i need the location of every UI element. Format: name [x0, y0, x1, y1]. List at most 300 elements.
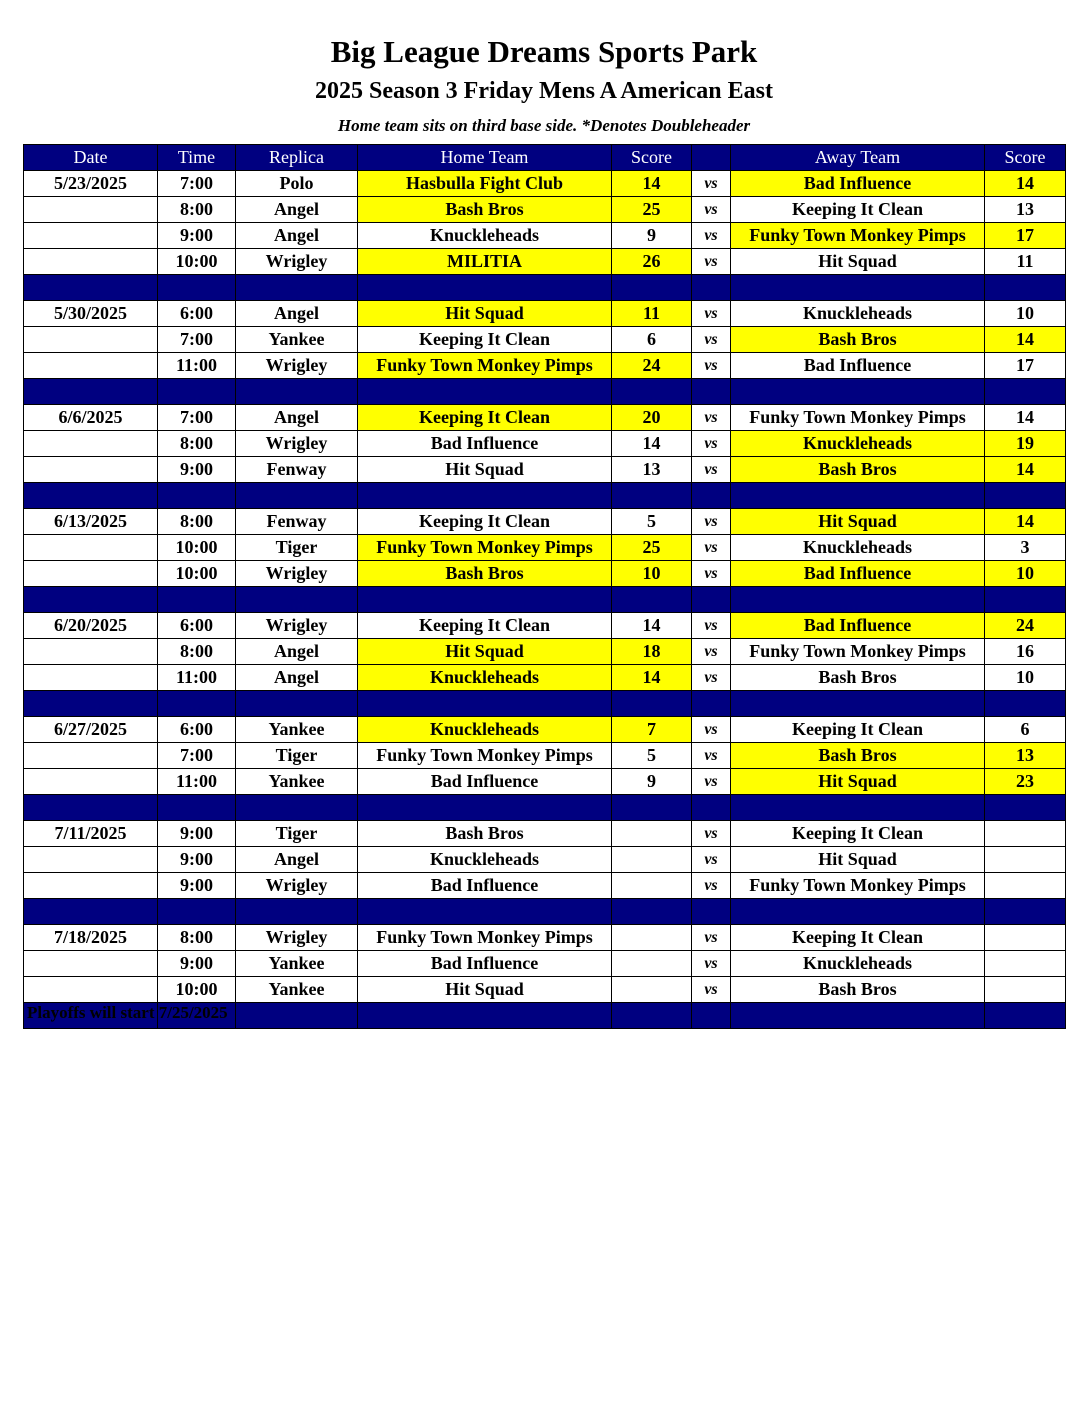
home-score-cell	[612, 925, 692, 951]
away-team-cell: Keeping It Clean	[731, 821, 985, 847]
home-team-cell: Hit Squad	[358, 457, 612, 483]
date-cell: 5/23/2025	[24, 171, 158, 197]
vs-label: vs	[692, 665, 731, 691]
home-score-cell: 9	[612, 223, 692, 249]
home-score-cell: 6	[612, 327, 692, 353]
game-row	[24, 197, 1066, 223]
replica-cell: Wrigley	[236, 249, 358, 275]
time-cell: 6:00	[158, 613, 236, 639]
schedule-table	[23, 144, 1066, 1029]
separator-row	[24, 483, 1066, 509]
game-row	[24, 639, 1066, 665]
separator-cell	[24, 795, 158, 821]
vs-label: vs	[692, 353, 731, 379]
game-row	[24, 821, 1066, 847]
replica-cell: Tiger	[236, 821, 358, 847]
separator-cell	[692, 691, 731, 717]
home-score-cell	[612, 847, 692, 873]
date-cell	[24, 847, 158, 873]
away-team-cell: Keeping It Clean	[731, 925, 985, 951]
time-cell: 9:00	[158, 847, 236, 873]
vs-label: vs	[692, 613, 731, 639]
vs-label: vs	[692, 925, 731, 951]
game-row	[24, 327, 1066, 353]
game-row	[24, 847, 1066, 873]
home-score-cell: 20	[612, 405, 692, 431]
game-row	[24, 353, 1066, 379]
away-team-cell: Hit Squad	[731, 509, 985, 535]
separator-cell	[612, 795, 692, 821]
replica-cell: Fenway	[236, 509, 358, 535]
date-cell	[24, 327, 158, 353]
home-score-cell: 7	[612, 717, 692, 743]
home-team-cell: Knuckleheads	[358, 665, 612, 691]
separator-cell	[236, 379, 358, 405]
away-team-cell: Keeping It Clean	[731, 717, 985, 743]
time-cell: 7:00	[158, 171, 236, 197]
col-header-date: Date	[24, 145, 158, 171]
vs-label: vs	[692, 639, 731, 665]
replica-cell: Wrigley	[236, 925, 358, 951]
replica-cell: Wrigley	[236, 561, 358, 587]
date-cell	[24, 639, 158, 665]
time-cell: 9:00	[158, 821, 236, 847]
home-score-cell: 26	[612, 249, 692, 275]
separator-cell	[24, 899, 158, 925]
away-score-cell: 17	[985, 353, 1066, 379]
vs-label: vs	[692, 327, 731, 353]
time-cell: 8:00	[158, 925, 236, 951]
away-score-cell: 10	[985, 561, 1066, 587]
vs-label: vs	[692, 717, 731, 743]
away-team-cell: Knuckleheads	[731, 431, 985, 457]
away-team-cell: Bash Bros	[731, 457, 985, 483]
replica-cell: Angel	[236, 197, 358, 223]
replica-cell: Angel	[236, 639, 358, 665]
game-row	[24, 405, 1066, 431]
away-team-cell: Funky Town Monkey Pimps	[731, 639, 985, 665]
away-score-cell: 6	[985, 717, 1066, 743]
away-score-cell	[985, 977, 1066, 1003]
replica-cell: Wrigley	[236, 613, 358, 639]
away-team-cell: Hit Squad	[731, 249, 985, 275]
home-team-cell: Bash Bros	[358, 561, 612, 587]
separator-cell	[236, 691, 358, 717]
replica-cell: Yankee	[236, 769, 358, 795]
time-cell: 8:00	[158, 197, 236, 223]
vs-label: vs	[692, 769, 731, 795]
home-team-cell: Knuckleheads	[358, 223, 612, 249]
time-cell: 11:00	[158, 353, 236, 379]
game-row	[24, 925, 1066, 951]
home-score-cell: 18	[612, 639, 692, 665]
away-team-cell: Bad Influence	[731, 353, 985, 379]
replica-cell: Fenway	[236, 457, 358, 483]
away-team-cell: Knuckleheads	[731, 951, 985, 977]
vs-label: vs	[692, 457, 731, 483]
time-cell: 6:00	[158, 717, 236, 743]
home-team-cell: Knuckleheads	[358, 847, 612, 873]
away-score-cell: 10	[985, 665, 1066, 691]
separator-cell	[358, 587, 612, 613]
time-cell: 8:00	[158, 431, 236, 457]
home-score-cell: 5	[612, 509, 692, 535]
replica-cell: Angel	[236, 665, 358, 691]
replica-cell: Angel	[236, 301, 358, 327]
game-row	[24, 431, 1066, 457]
separator-cell	[612, 1003, 692, 1029]
separator-cell	[985, 587, 1066, 613]
vs-label: vs	[692, 743, 731, 769]
separator-cell	[358, 795, 612, 821]
vs-label: vs	[692, 431, 731, 457]
date-cell	[24, 223, 158, 249]
away-team-cell: Bash Bros	[731, 665, 985, 691]
separator-cell	[358, 691, 612, 717]
separator-cell	[985, 691, 1066, 717]
away-team-cell: Hit Squad	[731, 847, 985, 873]
separator-cell	[731, 691, 985, 717]
separator-cell	[692, 795, 731, 821]
away-score-cell	[985, 951, 1066, 977]
date-cell	[24, 561, 158, 587]
separator-row	[24, 795, 1066, 821]
date-cell	[24, 873, 158, 899]
replica-cell: Yankee	[236, 951, 358, 977]
away-score-cell	[985, 821, 1066, 847]
date-cell	[24, 743, 158, 769]
date-cell: 7/18/2025	[24, 925, 158, 951]
separator-cell	[358, 1003, 612, 1029]
separator-cell	[612, 587, 692, 613]
home-score-cell	[612, 951, 692, 977]
home-score-cell: 14	[612, 171, 692, 197]
separator-cell	[692, 1003, 731, 1029]
game-row	[24, 561, 1066, 587]
home-score-cell: 14	[612, 431, 692, 457]
vs-label: vs	[692, 249, 731, 275]
vs-label: vs	[692, 873, 731, 899]
home-team-cell: Keeping It Clean	[358, 509, 612, 535]
away-score-cell: 14	[985, 327, 1066, 353]
separator-cell	[612, 275, 692, 301]
away-team-cell: Keeping It Clean	[731, 197, 985, 223]
date-cell	[24, 535, 158, 561]
home-score-cell	[612, 821, 692, 847]
home-team-cell: Bad Influence	[358, 951, 612, 977]
game-row	[24, 301, 1066, 327]
col-header-away-score: Score	[985, 145, 1066, 171]
replica-cell: Yankee	[236, 717, 358, 743]
home-score-cell: 14	[612, 613, 692, 639]
time-cell: 9:00	[158, 457, 236, 483]
separator-cell	[731, 1003, 985, 1029]
time-cell: 10:00	[158, 535, 236, 561]
replica-cell: Tiger	[236, 743, 358, 769]
away-score-cell: 13	[985, 197, 1066, 223]
playoffs-note: Playoffs will start 7/25/2025	[27, 1003, 228, 1022]
away-score-cell: 24	[985, 613, 1066, 639]
separator-cell	[358, 483, 612, 509]
separator-cell	[612, 691, 692, 717]
schedule-note: Home team sits on third base side. *Denotes Doubleheader	[337, 116, 751, 135]
separator-cell	[358, 899, 612, 925]
time-cell: 6:00	[158, 301, 236, 327]
separator-row	[24, 587, 1066, 613]
away-score-cell: 19	[985, 431, 1066, 457]
home-team-cell: Knuckleheads	[358, 717, 612, 743]
replica-cell: Wrigley	[236, 431, 358, 457]
game-row	[24, 743, 1066, 769]
separator-cell	[985, 1003, 1066, 1029]
separator-row	[24, 899, 1066, 925]
time-cell: 9:00	[158, 951, 236, 977]
time-cell: 11:00	[158, 769, 236, 795]
time-cell: 9:00	[158, 873, 236, 899]
home-score-cell: 5	[612, 743, 692, 769]
col-header-vs	[692, 145, 731, 171]
date-cell: 5/30/2025	[24, 301, 158, 327]
home-team-cell: Hit Squad	[358, 301, 612, 327]
game-row	[24, 951, 1066, 977]
separator-cell	[236, 587, 358, 613]
vs-label: vs	[692, 223, 731, 249]
replica-cell: Angel	[236, 405, 358, 431]
date-cell	[24, 197, 158, 223]
away-team-cell: Bad Influence	[731, 561, 985, 587]
col-header-away-team: Away Team	[731, 145, 985, 171]
separator-cell	[24, 587, 158, 613]
separator-cell	[731, 379, 985, 405]
separator-cell	[985, 275, 1066, 301]
home-team-cell: Hasbulla Fight Club	[358, 171, 612, 197]
time-cell: 7:00	[158, 327, 236, 353]
separator-row	[24, 275, 1066, 301]
home-team-cell: Bad Influence	[358, 873, 612, 899]
date-cell	[24, 977, 158, 1003]
game-row	[24, 249, 1066, 275]
schedule-body	[24, 171, 1066, 1029]
home-team-cell: Hit Squad	[358, 977, 612, 1003]
game-row	[24, 665, 1066, 691]
date-cell: 6/27/2025	[24, 717, 158, 743]
separator-cell	[358, 379, 612, 405]
separator-cell	[731, 899, 985, 925]
separator-cell	[24, 691, 158, 717]
separator-cell	[158, 691, 236, 717]
game-row	[24, 873, 1066, 899]
replica-cell: Yankee	[236, 327, 358, 353]
col-header-home-team: Home Team	[358, 145, 612, 171]
away-score-cell	[985, 873, 1066, 899]
date-cell	[24, 457, 158, 483]
away-team-cell: Bad Influence	[731, 613, 985, 639]
away-team-cell: Funky Town Monkey Pimps	[731, 223, 985, 249]
separator-cell	[24, 483, 158, 509]
separator-cell	[731, 483, 985, 509]
time-cell: 8:00	[158, 639, 236, 665]
home-score-cell: 24	[612, 353, 692, 379]
vs-label: vs	[692, 847, 731, 873]
separator-cell	[158, 795, 236, 821]
separator-cell	[24, 275, 158, 301]
time-cell: 8:00	[158, 509, 236, 535]
home-score-cell: 9	[612, 769, 692, 795]
separator-cell	[692, 275, 731, 301]
date-cell	[24, 951, 158, 977]
game-row	[24, 457, 1066, 483]
game-row	[24, 613, 1066, 639]
away-team-cell: Bad Influence	[731, 171, 985, 197]
separator-cell	[731, 587, 985, 613]
replica-cell: Wrigley	[236, 873, 358, 899]
replica-cell: Angel	[236, 223, 358, 249]
separator-cell	[158, 587, 236, 613]
date-cell	[24, 769, 158, 795]
replica-cell: Wrigley	[236, 353, 358, 379]
game-row	[24, 977, 1066, 1003]
time-cell: 7:00	[158, 743, 236, 769]
home-team-cell: Bash Bros	[358, 821, 612, 847]
home-team-cell: Keeping It Clean	[358, 327, 612, 353]
date-cell: 6/20/2025	[24, 613, 158, 639]
away-score-cell: 16	[985, 639, 1066, 665]
home-score-cell	[612, 977, 692, 1003]
away-team-cell: Bash Bros	[731, 743, 985, 769]
separator-cell	[236, 795, 358, 821]
away-score-cell: 3	[985, 535, 1066, 561]
home-team-cell: Funky Town Monkey Pimps	[358, 925, 612, 951]
away-team-cell: Funky Town Monkey Pimps	[731, 873, 985, 899]
header-row	[24, 145, 1066, 171]
replica-cell: Polo	[236, 171, 358, 197]
separator-cell	[158, 483, 236, 509]
vs-label: vs	[692, 509, 731, 535]
separator-cell	[731, 275, 985, 301]
away-team-cell: Funky Town Monkey Pimps	[731, 405, 985, 431]
home-team-cell: Keeping It Clean	[358, 613, 612, 639]
vs-label: vs	[692, 977, 731, 1003]
vs-label: vs	[692, 171, 731, 197]
page-title: Big League Dreams Sports Park	[330, 34, 758, 69]
home-team-cell: Funky Town Monkey Pimps	[358, 353, 612, 379]
vs-label: vs	[692, 951, 731, 977]
away-score-cell: 14	[985, 457, 1066, 483]
separator-cell	[692, 899, 731, 925]
away-score-cell	[985, 925, 1066, 951]
vs-label: vs	[692, 821, 731, 847]
vs-label: vs	[692, 561, 731, 587]
separator-cell	[985, 795, 1066, 821]
separator-cell	[158, 379, 236, 405]
separator-cell	[612, 483, 692, 509]
home-team-cell: Bad Influence	[358, 769, 612, 795]
date-cell: 7/11/2025	[24, 821, 158, 847]
away-score-cell: 11	[985, 249, 1066, 275]
separator-cell	[692, 483, 731, 509]
separator-cell	[985, 899, 1066, 925]
home-score-cell: 10	[612, 561, 692, 587]
separator-cell	[731, 795, 985, 821]
game-row	[24, 535, 1066, 561]
home-team-cell: MILITIA	[358, 249, 612, 275]
replica-cell: Angel	[236, 847, 358, 873]
away-team-cell: Bash Bros	[731, 327, 985, 353]
separator-cell	[236, 899, 358, 925]
date-cell	[24, 249, 158, 275]
separator-cell	[358, 275, 612, 301]
home-team-cell: Funky Town Monkey Pimps	[358, 535, 612, 561]
home-score-cell: 25	[612, 197, 692, 223]
away-score-cell	[985, 847, 1066, 873]
game-row	[24, 769, 1066, 795]
replica-cell: Tiger	[236, 535, 358, 561]
game-row	[24, 223, 1066, 249]
col-header-time: Time	[158, 145, 236, 171]
col-header-home-score: Score	[612, 145, 692, 171]
date-cell: 6/13/2025	[24, 509, 158, 535]
separator-cell	[236, 1003, 358, 1029]
away-score-cell: 23	[985, 769, 1066, 795]
home-score-cell: 25	[612, 535, 692, 561]
separator-cell	[236, 275, 358, 301]
time-cell: 10:00	[158, 977, 236, 1003]
separator-cell	[612, 379, 692, 405]
home-score-cell: 13	[612, 457, 692, 483]
separator-cell	[985, 379, 1066, 405]
home-team-cell: Keeping It Clean	[358, 405, 612, 431]
vs-label: vs	[692, 405, 731, 431]
separator-cell	[692, 379, 731, 405]
replica-cell: Yankee	[236, 977, 358, 1003]
away-score-cell: 10	[985, 301, 1066, 327]
away-score-cell: 14	[985, 171, 1066, 197]
home-score-cell	[612, 873, 692, 899]
away-team-cell: Bash Bros	[731, 977, 985, 1003]
col-header-replica: Replica	[236, 145, 358, 171]
separator-cell	[158, 275, 236, 301]
time-cell: 10:00	[158, 561, 236, 587]
schedule-subtitle: 2025 Season 3 Friday Mens A American East	[314, 78, 773, 104]
separator-cell	[612, 899, 692, 925]
separator-cell	[692, 587, 731, 613]
date-cell	[24, 431, 158, 457]
home-team-cell: Funky Town Monkey Pimps	[358, 743, 612, 769]
time-cell: 9:00	[158, 223, 236, 249]
away-score-cell: 13	[985, 743, 1066, 769]
away-score-cell: 14	[985, 405, 1066, 431]
away-score-cell: 17	[985, 223, 1066, 249]
time-cell: 10:00	[158, 249, 236, 275]
separator-cell	[236, 483, 358, 509]
away-score-cell: 14	[985, 509, 1066, 535]
game-row	[24, 509, 1066, 535]
game-row	[24, 171, 1066, 197]
away-team-cell: Hit Squad	[731, 769, 985, 795]
time-cell: 11:00	[158, 665, 236, 691]
away-team-cell: Knuckleheads	[731, 301, 985, 327]
home-team-cell: Bash Bros	[358, 197, 612, 223]
vs-label: vs	[692, 301, 731, 327]
date-cell	[24, 353, 158, 379]
date-cell	[24, 665, 158, 691]
home-score-cell: 14	[612, 665, 692, 691]
time-cell: 7:00	[158, 405, 236, 431]
separator-row	[24, 691, 1066, 717]
vs-label: vs	[692, 197, 731, 223]
home-team-cell: Hit Squad	[358, 639, 612, 665]
away-team-cell: Knuckleheads	[731, 535, 985, 561]
